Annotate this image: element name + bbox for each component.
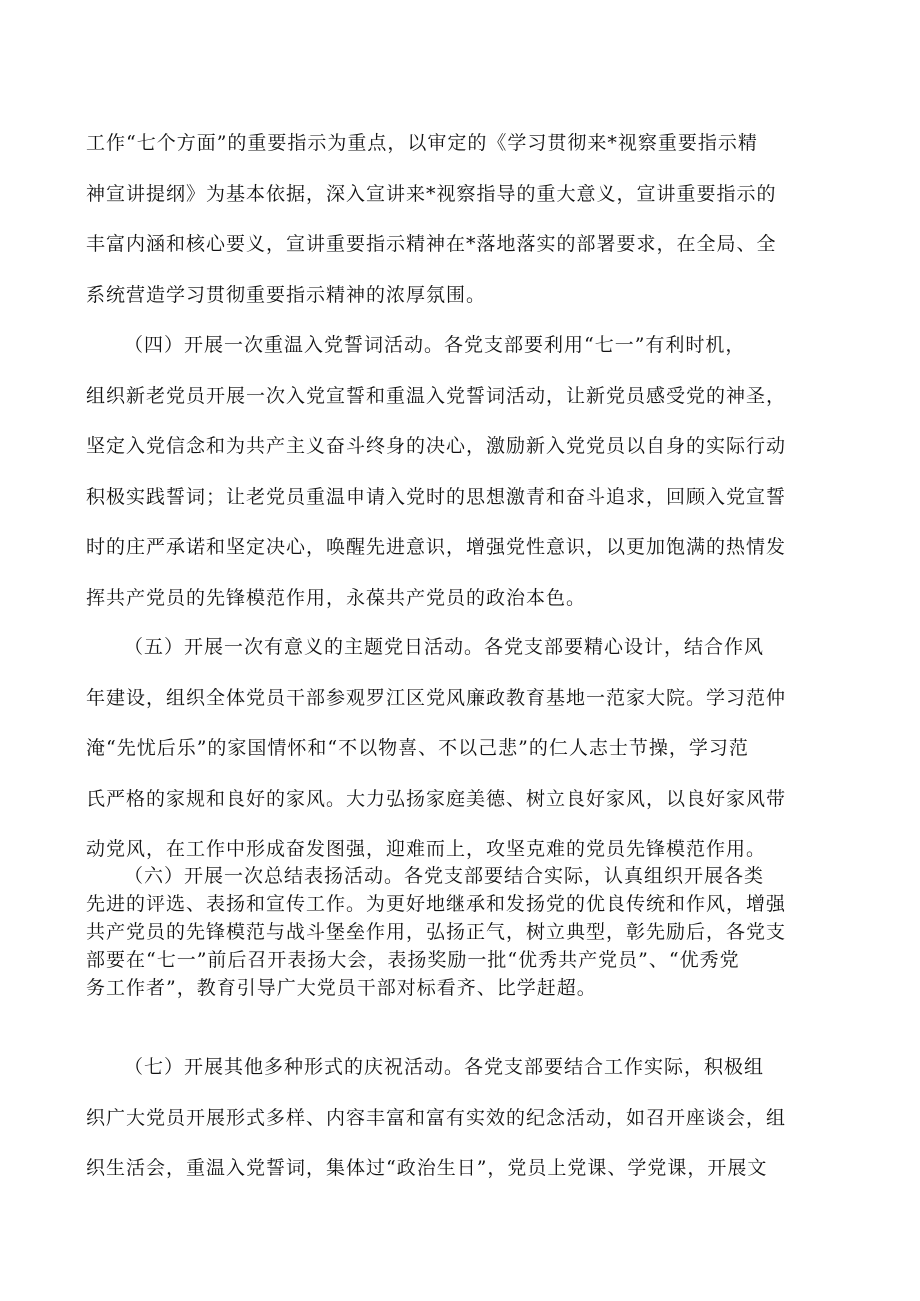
text-line: 丰富内涵和核心要义，宣讲重要指示精神在*落地落实的部署要求，在全局、全 [86,233,777,255]
text-line: 年建设，组织全体党员干部参观罗江区党风廉政教育基地一范家大院。学习范仲 [86,686,787,709]
text-line: 坚定入党信念和为共产主义奋斗终身的决心，激励新入党党员以自身的实际行动 [86,435,787,457]
text-line: 织生活会，重温入党誓词，集体过“政治生日”，党员上党课、学党课，开展文 [86,1157,768,1179]
paragraph-item-4 [86,320,846,623]
paragraph-item-7 [86,1042,846,1194]
text-line: （四）开展一次重温入党誓词活动。各党支部要利用“七一”有利时机， [124,334,746,356]
text-line: 工作“七个方面”的重要指示为重点，以审定的《学习贯彻来*视察重要指示精 [86,132,758,154]
text-line: 积极实践誓词；让老党员重温申请入党时的思想激青和奋斗追求，回顾入党宣誓 [86,485,787,508]
paragraph-item-5 [86,622,846,875]
paragraph-item-6 [86,862,846,1002]
text-line: 时的庄严承诺和坚定决心，唤醒先进意识，增强党性意识，以更加饱满的热情发 [86,536,787,558]
text-line: 动党风，在工作中形成奋发图强，迎难而上，攻坚克难的党员先锋模范作用。 [86,838,767,860]
text-line: 淹“先忧后乐”的家国情怀和“不以物喜、不以己悲”的仁人志士节操，学习范 [86,737,749,759]
text-line: 氏严格的家规和良好的家风。大力弘扬家庭美德、树立良好家风，以良好家风带 [86,787,787,810]
text-line: 部要在“七一”前后召开表扬大会，表扬奖励一批“优秀共产党员”、“优秀党 [86,949,740,971]
text-line: 先进的评选、表扬和宣传工作。为更好地继承和发扬党的优良传统和作风，增强 [86,893,787,915]
text-line: 织广大党员开展形式多样、内容丰富和富有实效的纪念活动，如召开座谈会，组 [86,1106,787,1129]
text-line: 神宣讲提纲》为基本依据，深入宣讲来*视察指导的重大意义，宣讲重要指示的 [86,182,777,205]
text-line: （七）开展其他多种形式的庆祝活动。各党支部要结合工作实际，积极组 [124,1056,765,1078]
text-line: 组织新老党员开展一次入党宣誓和重温入党誓词活动，让新党员感受党的神圣， [86,384,787,407]
text-line: 系统营造学习贯彻重要指示精神的浓厚氛围。 [86,283,487,306]
text-line: 共产党员的先锋模范与战斗堡垒作用，弘扬正气，树立典型，彰先励后，各党支 [86,921,787,943]
paragraph-continuation [86,118,846,320]
text-line: 务工作者”，教育引导广大党员干部对标看齐、比学赶超。 [86,977,597,999]
text-line: 挥共产党员的先锋模范作用，永葆共产党员的政治本色。 [86,586,587,609]
text-line: （五）开展一次有意义的主题党日活动。各党支部要精心设计，结合作风 [124,636,765,658]
text-line: （六）开展一次总结表扬活动。各党支部要结合实际，认真组织开展各类 [124,865,765,887]
